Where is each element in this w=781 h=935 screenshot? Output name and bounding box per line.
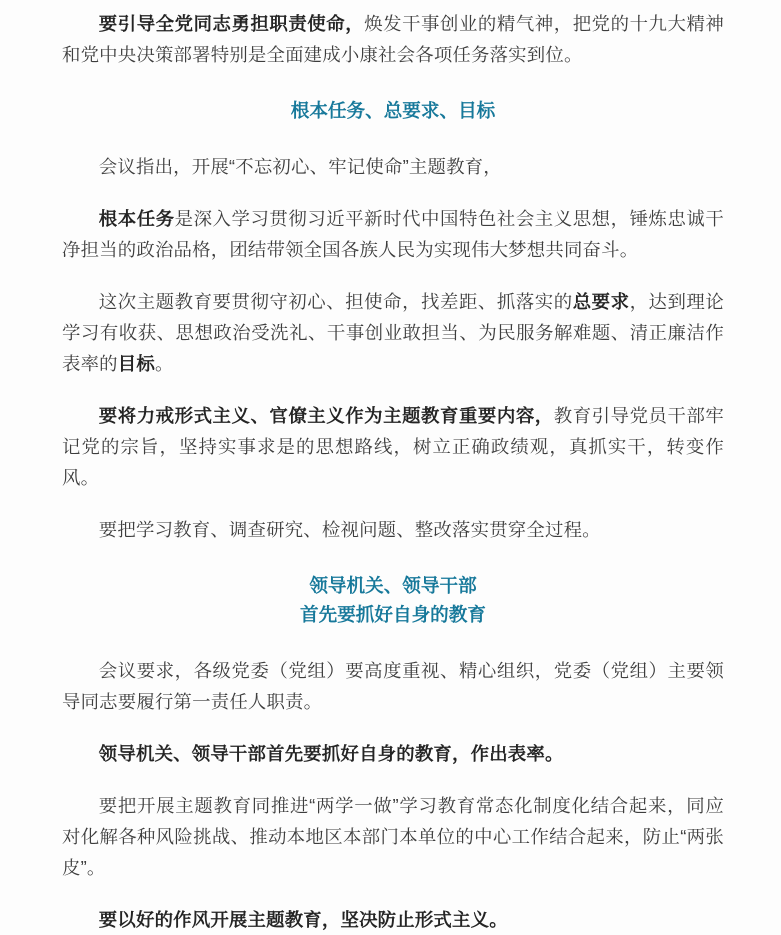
- paragraph: [62, 400, 724, 493]
- paragraph: [62, 151, 724, 182]
- heading-line: 首先要抓好自身的教育: [300, 604, 486, 625]
- paragraph: [62, 904, 724, 935]
- heading-line: 领导机关、领导干部: [309, 575, 477, 596]
- text-segment: 教育引导党员干部牢记党的宗旨，坚持实事求是的思想路线，树立正确政绩观，真抓实干，转变作风。: [62, 405, 724, 488]
- text-segment: 焕发干事创业的精气神，把党的十九大精神和党中央决策部署特别是全面建成小康社会各项任务落实到位。: [62, 13, 724, 65]
- bold-text-segment: 领导机关、领导干部首先要抓好自身的教育，作出表率。: [98, 743, 564, 764]
- section-heading: [62, 96, 724, 125]
- text-segment: 是深入学习贯彻习近平新时代中国特色社会主义思想，锤炼忠诚干净担当的政治品格，团结带领全国各族人民为实现伟大梦想共同奋斗。: [62, 208, 724, 260]
- paragraph: [62, 738, 724, 769]
- text-segment: 要把开展主题教育同推进“两学一做”学习教育常态化制度化结合起来，同应对化解各种风险挑战、推动本地区本部门本单位的中心工作结合起来，防止“两张皮”。: [62, 795, 724, 878]
- paragraph: [62, 514, 724, 545]
- bold-text-segment: 要引导全党同志勇担职责使命，: [98, 13, 365, 34]
- paragraph: [62, 203, 724, 265]
- text-segment: 。: [154, 353, 174, 374]
- section-heading: [62, 571, 724, 629]
- bold-text-segment: 根本任务: [98, 208, 175, 229]
- bold-text-segment: 要将力戒形式主义、官僚主义作为主题教育重要内容，: [98, 405, 554, 426]
- text-segment: 要把学习教育、调查研究、检视问题、整改落实贯穿全过程。: [98, 519, 601, 540]
- paragraph: [62, 790, 724, 883]
- bold-text-segment: 目标: [117, 353, 155, 374]
- bold-text-segment: 要以好的作风开展主题教育，坚决防止形式主义。: [98, 909, 508, 930]
- text-segment: ，达到理论学习有收获、思想政治受洗礼、干事创业敢担当、为民服务解难题、清正廉洁作表率的: [62, 291, 724, 374]
- paragraph: [62, 286, 724, 379]
- heading-line: 根本任务、总要求、目标: [290, 100, 496, 121]
- text-segment: 这次主题教育要贯彻守初心、担使命，找差距、抓落实的: [98, 291, 573, 312]
- paragraph: [62, 655, 724, 717]
- paragraph: [62, 8, 724, 70]
- text-segment: 会议要求，各级党委（党组）要高度重视、精心组织，党委（党组）主要领导同志要履行第一责任人职责。: [62, 660, 724, 712]
- text-segment: 会议指出，开展“不忘初心、牢记使命”主题教育，: [98, 156, 502, 177]
- bold-text-segment: 总要求: [572, 291, 630, 312]
